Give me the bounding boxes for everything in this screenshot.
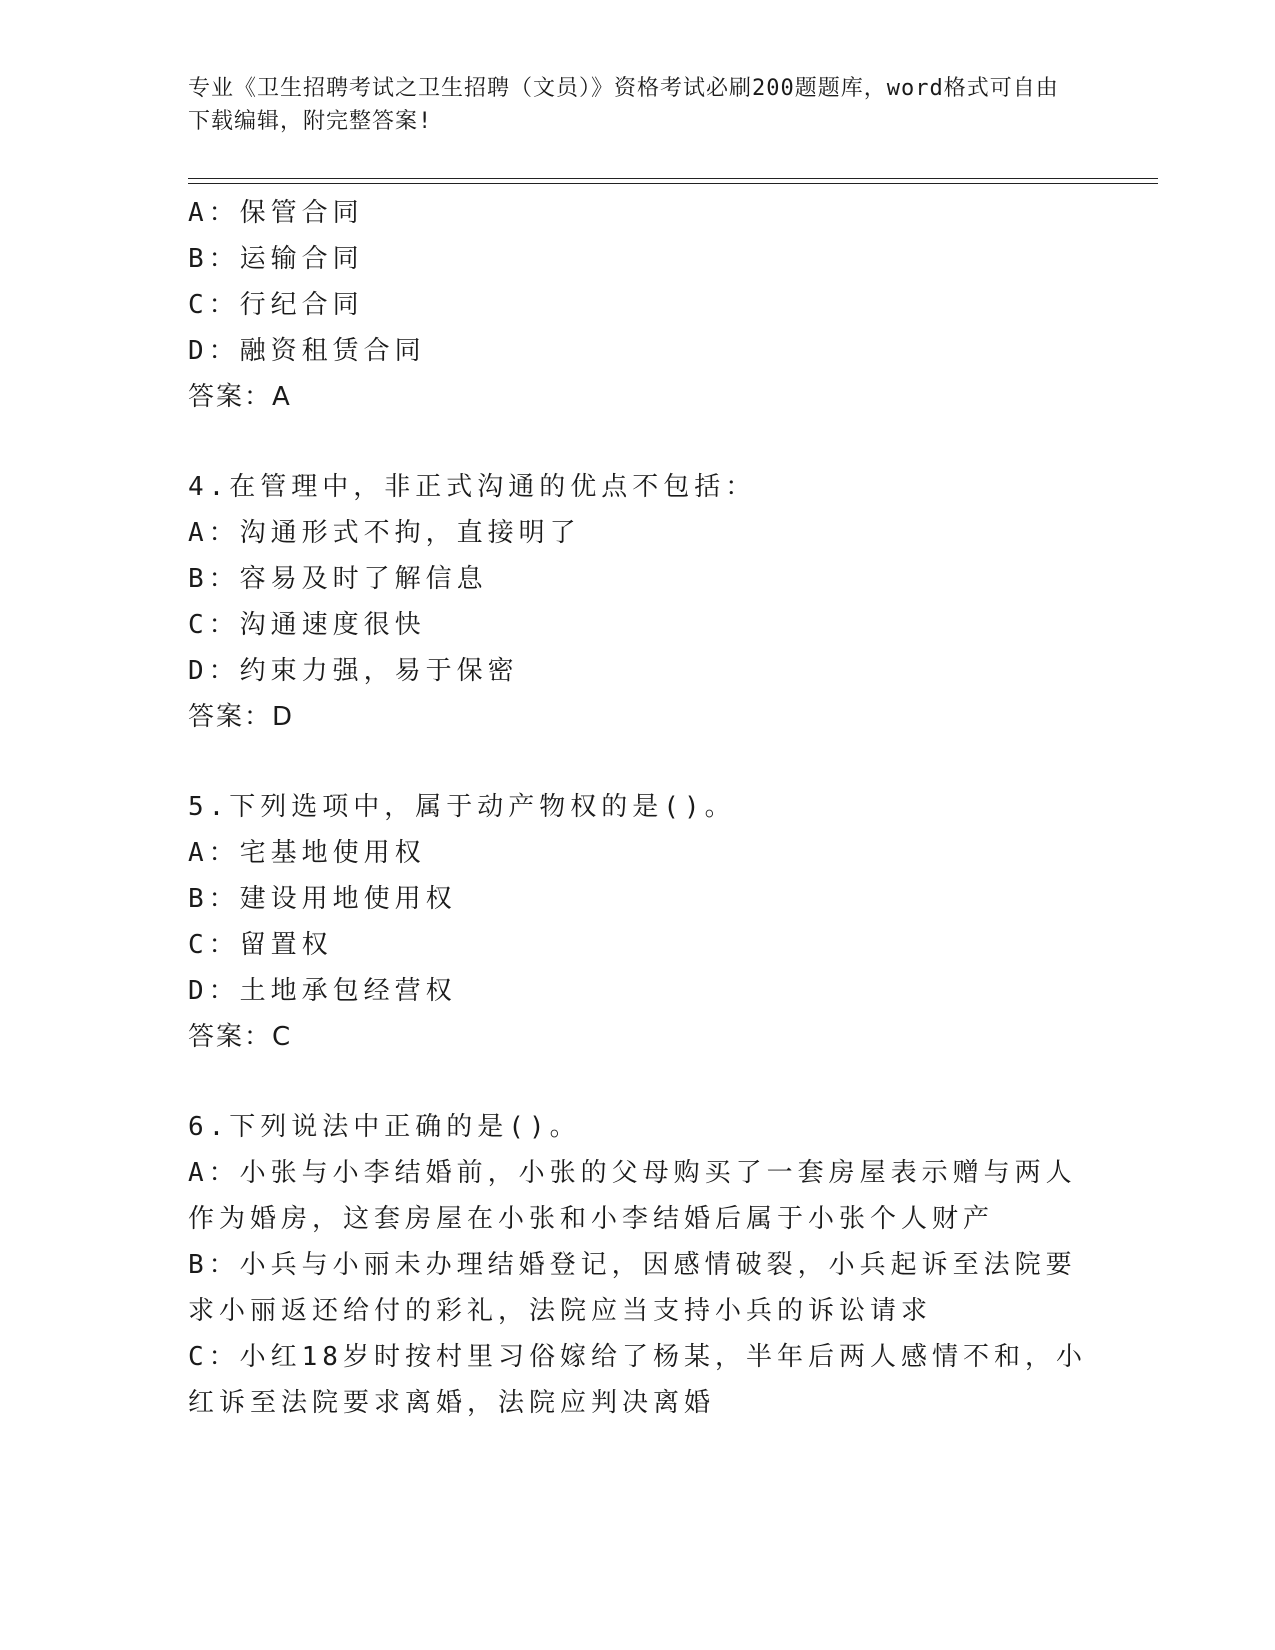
document-header: 专业《卫生招聘考试之卫生招聘（文员）》资格考试必刷200题题库，word格式可自由下载编辑，附完整答案! [188, 76, 1059, 134]
question-5 [188, 784, 1088, 1060]
option-a: A：小张与小李结婚前，小张的父母购买了一套房屋表示赠与两人作为婚房，这套房屋在小张和小李结婚后属于小张个人财产 [188, 1158, 1077, 1234]
header-divider-bottom [188, 183, 1158, 184]
answer-line: 答案：C [188, 1022, 293, 1052]
option-a: A：沟通形式不拘，直接明了 [188, 518, 581, 548]
option-c: C：沟通速度很快 [188, 610, 426, 640]
question-4 [188, 464, 1088, 740]
question-content [188, 190, 1088, 1426]
option-c: C：行纪合同 [188, 290, 364, 320]
option-d: D：融资租赁合同 [188, 336, 426, 366]
option-d: D：土地承包经营权 [188, 976, 457, 1006]
header-divider-top [188, 178, 1158, 179]
option-b: B：建设用地使用权 [188, 884, 457, 914]
option-b: B：小兵与小丽未办理结婚登记，因感情破裂，小兵起诉至法院要求小丽返还给付的彩礼，法院应当支持小兵的诉讼请求 [188, 1250, 1077, 1326]
answer-line: 答案：A [188, 382, 292, 412]
option-d: D：约束力强，易于保密 [188, 656, 519, 686]
option-b: B：运输合同 [188, 244, 364, 274]
question-text: 4.在管理中，非正式沟通的优点不包括： [188, 472, 757, 502]
question-3-options [188, 190, 1088, 420]
question-text: 5.下列选项中，属于动产物权的是()。 [188, 792, 736, 822]
option-c: C：小红18岁时按村里习俗嫁给了杨某，半年后两人感情不和，小红诉至法院要求离婚，法院应判决离婚 [188, 1342, 1087, 1418]
question-6 [188, 1104, 1088, 1426]
option-c: C：留置权 [188, 930, 333, 960]
option-b: B：容易及时了解信息 [188, 564, 488, 594]
answer-line: 答案：D [188, 702, 295, 732]
option-a: A：宅基地使用权 [188, 838, 426, 868]
option-a: A：保管合同 [188, 198, 364, 228]
question-text: 6.下列说法中正确的是()。 [188, 1112, 581, 1142]
